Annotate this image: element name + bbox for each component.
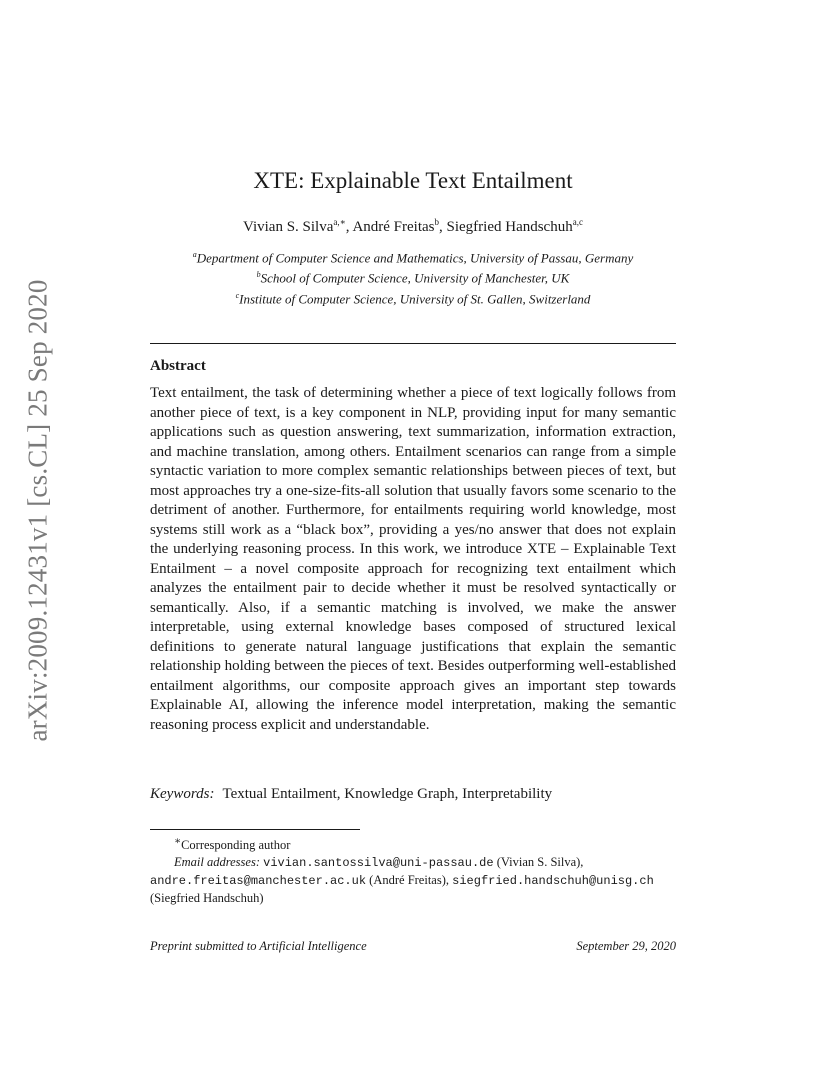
affiliation-mark: c [235, 290, 240, 300]
email-line-3 [150, 890, 676, 907]
author-affiliation-mark: a,∗ [333, 217, 346, 227]
footnote [150, 833, 676, 907]
affiliation-line [150, 246, 676, 266]
abstract-text: Text entailment, the task of determining whether a piece of text logically follows from another piece of text, is a key component in NLP, providing input for many semantic applications such as question answering, text summarization, information extraction, and machine translation, among others. Entailment scenarios can range from a simple syntactic variation to more complex semantic relationships between pieces of text, but most approaches try a one-size-fits-all solution that usually favors some scenario to the detriment of another. Furthermore, for entailments requiring world knowledge, most systems still work as a “black box”, providing a yes/no answer that does not explain the underlying reasoning process. In this work, we introduce XTE – Explainable Text Entailment – a novel composite approach for recognizing text entailment which analyzes the entailment pair to decide whether it must be resolved syntactically or semantically. Also, if a semantic matching is involved, we make the answer interpretable, using external knowledge bases composed of structured lexical definitions to generate natural language justifications that explain the semantic relationship holding between the pieces of text. Besides outperforming well-established entailment algorithms, our composite approach gives an important step towards Explainable AI, allowing the inference model interpretation, making the semantic reasoning process explicit and understandable. [150, 385, 676, 733]
author-name: Siegfried Handschuh [446, 219, 573, 235]
email-line-2 [150, 872, 676, 890]
affiliation-text: School of Computer Science, University of Manchester, UK [260, 270, 570, 286]
email-line-1 [150, 854, 676, 872]
corresponding-author-note [150, 833, 676, 854]
keywords-label: Keywords: [150, 786, 215, 802]
footer-preprint-note: Preprint submitted to Artificial Intelligence [150, 939, 367, 953]
affiliation-line [150, 287, 676, 307]
email-link-silva[interactable]: vivian.santossilva@uni-passau.de [263, 856, 494, 871]
email-owner-silva: (Vivian S. Silva), [496, 855, 584, 870]
footer-date: September 29, 2020 [576, 939, 676, 953]
corresponding-author-text: Corresponding author [181, 838, 291, 853]
affiliation-mark: b [256, 270, 261, 280]
email-link-handschuh[interactable]: siegfried.handschuh@unisg.ch [452, 874, 654, 889]
paper-title: XTE: Explainable Text Entailment [253, 168, 573, 193]
footnote-mark: ∗ [174, 836, 182, 847]
affiliation-text: Department of Computer Science and Mathematics, University of Passau, Germany [196, 250, 634, 266]
author-list [150, 212, 676, 237]
page-footer [150, 938, 676, 954]
affiliation-list [150, 246, 676, 307]
email-link-freitas[interactable]: andre.freitas@manchester.ac.uk [150, 874, 367, 889]
abstract-heading: Abstract [150, 358, 206, 374]
email-owner-handschuh: (Siegfried Handschuh) [150, 891, 264, 906]
affiliation-mark: a [192, 250, 197, 259]
author-affiliation-mark: b [434, 217, 439, 227]
author-name: Vivian S. Silva [243, 219, 334, 235]
author-separator: , [345, 219, 353, 235]
affiliation-text: Institute of Computer Science, University of St. Gallen, Switzerland [239, 290, 591, 306]
abstract-top-rule [150, 343, 676, 344]
keywords-line [150, 784, 676, 804]
author-name: André Freitas [352, 219, 435, 235]
author-affiliation-mark: a,c [572, 217, 583, 227]
email-owner-freitas: (André Freitas), [369, 873, 450, 888]
author-separator: , [439, 219, 447, 235]
arxiv-identifier: arXiv:2009.12431v1 [cs.CL] 25 Sep 2020 [22, 278, 53, 742]
keywords-text: Textual Entailment, Knowledge Graph, Interpretability [222, 786, 553, 802]
arxiv-sidebar-stamp [20, 278, 56, 742]
email-label: Email addresses: [174, 855, 260, 870]
affiliation-line [150, 266, 676, 286]
footnote-rule [150, 829, 360, 830]
